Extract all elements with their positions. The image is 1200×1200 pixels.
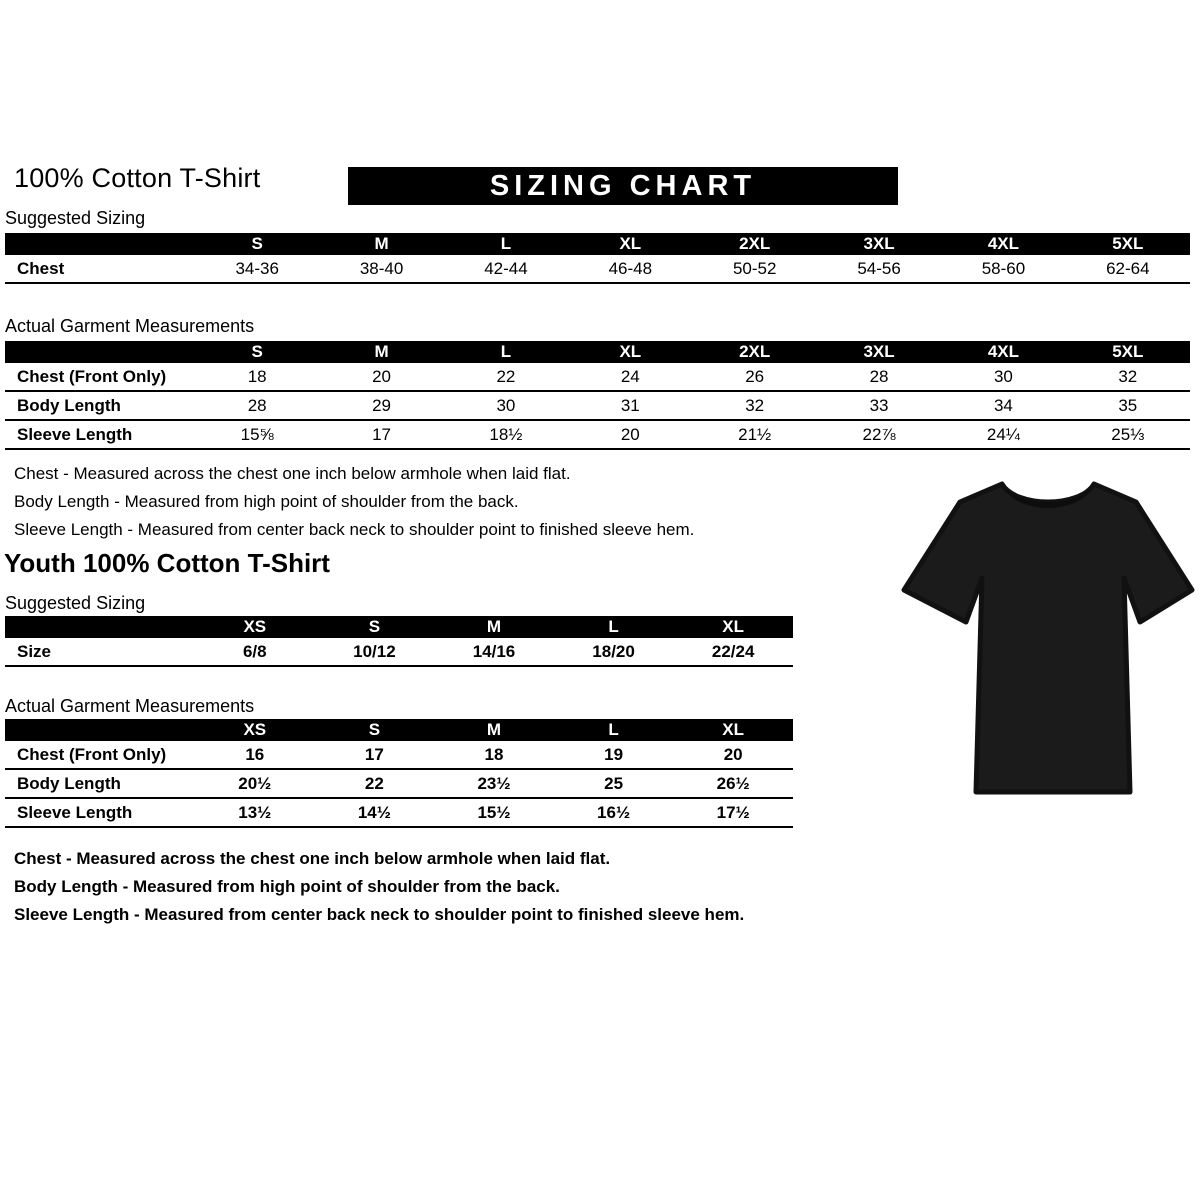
youth-measurement-notes — [14, 845, 744, 929]
size-column-header: 2XL — [739, 342, 771, 361]
row-label: Sleeve Length — [17, 802, 133, 822]
note-body-length: Body Length - Measured from high point of shoulder from the back. — [14, 877, 560, 896]
measurement-cell: 62-64 — [1106, 258, 1150, 278]
table-header-row — [5, 341, 1190, 363]
measurement-cell: 18 — [484, 744, 504, 764]
measurement-cell: 19 — [604, 744, 624, 764]
size-column-header: S — [251, 234, 263, 253]
measurement-cell: 28 — [869, 366, 889, 386]
measurement-cell: 13½ — [238, 802, 272, 822]
size-column-header: XS — [243, 720, 267, 739]
size-column-header: XL — [619, 342, 642, 361]
youth-section-title: Youth 100% Cotton T-Shirt — [4, 548, 330, 578]
size-column-header: L — [500, 234, 512, 253]
measurement-cell: 34-36 — [235, 258, 279, 278]
row-label: Size — [17, 641, 52, 661]
youth-actual-measurements-label: Actual Garment Measurements — [5, 696, 255, 716]
measurement-cell: 6/8 — [242, 641, 267, 661]
measurement-cell: 22⅞ — [862, 424, 896, 444]
note-chest: Chest - Measured across the chest one inch below armhole when laid flat. — [14, 849, 611, 868]
measurement-cell: 14/16 — [472, 641, 516, 661]
measurement-cell: 10/12 — [353, 641, 396, 661]
measurement-cell: 14½ — [357, 802, 391, 822]
measurement-cell: 17 — [372, 424, 392, 444]
adult-actual-measurements-label: Actual Garment Measurements — [5, 316, 255, 336]
measurement-cell: 32 — [1118, 366, 1138, 386]
measurement-cell: 16½ — [597, 802, 631, 822]
tshirt-product-image — [898, 462, 1198, 814]
row-label: Chest (Front Only) — [17, 366, 167, 386]
size-column-header: 4XL — [987, 342, 1020, 361]
size-column-header: S — [368, 617, 381, 636]
table-row — [5, 799, 793, 828]
table-header-row — [5, 616, 793, 638]
measurement-cell: 17 — [364, 744, 384, 764]
adult-measurement-notes — [14, 460, 694, 544]
table-header-row — [5, 719, 793, 741]
row-label: Chest (Front Only) — [17, 744, 167, 764]
measurement-cell: 25 — [604, 773, 624, 793]
youth-actual-measurements-table — [5, 719, 793, 828]
size-column-header: 3XL — [863, 234, 895, 253]
size-column-header: L — [608, 720, 619, 739]
note-body-length: Body Length - Measured from high point of shoulder from the back. — [14, 492, 519, 511]
size-column-header: 5XL — [1112, 234, 1144, 253]
table-row — [5, 363, 1190, 392]
size-column-header: M — [374, 342, 389, 361]
table-row — [5, 392, 1190, 421]
note-sleeve-length: Sleeve Length - Measured from center back neck to shoulder point to finished sleeve hem. — [14, 520, 695, 539]
measurement-cell: 15½ — [477, 802, 511, 822]
measurement-cell: 16 — [245, 744, 265, 764]
measurement-cell: 21½ — [738, 424, 772, 444]
size-column-header: M — [486, 617, 502, 636]
measurement-cell: 15⅝ — [240, 424, 274, 444]
measurement-cell: 22/24 — [711, 641, 755, 661]
size-column-header: S — [368, 720, 381, 739]
adult-suggested-sizing-label: Suggested Sizing — [5, 208, 146, 228]
black-tshirt-graphic — [898, 462, 1198, 814]
page-title: 100% Cotton T-Shirt — [14, 163, 261, 193]
measurement-cell: 33 — [869, 395, 889, 415]
measurement-cell: 22 — [364, 773, 384, 793]
size-column-header: 3XL — [863, 342, 895, 361]
size-column-header: XL — [722, 617, 745, 636]
measurement-cell: 24 — [620, 366, 640, 386]
youth-suggested-sizing-table — [5, 616, 793, 667]
sizing-chart-banner-text: SIZING CHART — [489, 169, 757, 202]
measurement-cell: 35 — [1118, 395, 1138, 415]
size-column-header: M — [374, 234, 389, 253]
size-column-header: XL — [722, 720, 745, 739]
table-header-row — [5, 233, 1190, 255]
measurement-cell: 28 — [247, 395, 267, 415]
size-column-header: M — [486, 720, 502, 739]
measurement-cell: 20 — [620, 424, 640, 444]
measurement-cell: 31 — [620, 395, 640, 415]
size-column-header: 5XL — [1112, 342, 1144, 361]
measurement-cell: 34 — [993, 395, 1013, 415]
measurement-cell: 26 — [745, 366, 765, 386]
measurement-cell: 58-60 — [981, 258, 1026, 278]
adult-suggested-sizing-table — [5, 233, 1190, 284]
measurement-cell: 20½ — [238, 773, 272, 793]
measurement-cell: 26½ — [716, 773, 750, 793]
measurement-cell: 50-52 — [732, 258, 777, 278]
measurement-cell: 23½ — [477, 773, 511, 793]
measurement-cell: 42-44 — [484, 258, 528, 278]
size-column-header: XL — [619, 234, 642, 253]
size-column-header: XS — [243, 617, 267, 636]
row-label: Body Length — [17, 773, 121, 793]
measurement-cell: 24¼ — [986, 424, 1020, 444]
measurement-cell: 18 — [247, 366, 267, 386]
size-column-header: 2XL — [739, 234, 771, 253]
measurement-cell: 30 — [993, 366, 1013, 386]
table-row — [5, 770, 793, 799]
measurement-cell: 20 — [723, 744, 743, 764]
table-row — [5, 638, 793, 667]
measurement-cell: 18½ — [489, 424, 523, 444]
size-column-header: 4XL — [987, 234, 1020, 253]
sizing-chart-banner — [348, 167, 898, 205]
measurement-cell: 17½ — [716, 802, 750, 822]
measurement-cell: 54-56 — [857, 258, 901, 278]
row-label: Body Length — [17, 395, 121, 415]
measurement-cell: 30 — [496, 395, 516, 415]
measurement-cell: 18/20 — [592, 641, 635, 661]
note-chest: Chest - Measured across the chest one inch below armhole when laid flat. — [14, 464, 571, 483]
youth-suggested-sizing-label: Suggested Sizing — [5, 593, 146, 613]
table-row — [5, 741, 793, 770]
table-row — [5, 421, 1190, 450]
measurement-cell: 38-40 — [359, 258, 404, 278]
adult-actual-measurements-table — [5, 341, 1190, 450]
measurement-cell: 29 — [372, 395, 392, 415]
size-column-header: S — [251, 342, 263, 361]
table-row — [5, 255, 1190, 284]
measurement-cell: 32 — [745, 395, 765, 415]
measurement-cell: 25⅓ — [1111, 424, 1145, 444]
measurement-cell: 46-48 — [608, 258, 653, 278]
size-column-header: L — [608, 617, 619, 636]
tshirt-body-shape — [904, 484, 1192, 792]
row-label: Chest — [17, 258, 65, 278]
note-sleeve-length: Sleeve Length - Measured from center back neck to shoulder point to finished sleeve hem. — [14, 905, 745, 924]
measurement-cell: 20 — [372, 366, 392, 386]
row-label: Sleeve Length — [17, 424, 133, 444]
size-column-header: L — [500, 342, 512, 361]
measurement-cell: 22 — [496, 366, 516, 386]
